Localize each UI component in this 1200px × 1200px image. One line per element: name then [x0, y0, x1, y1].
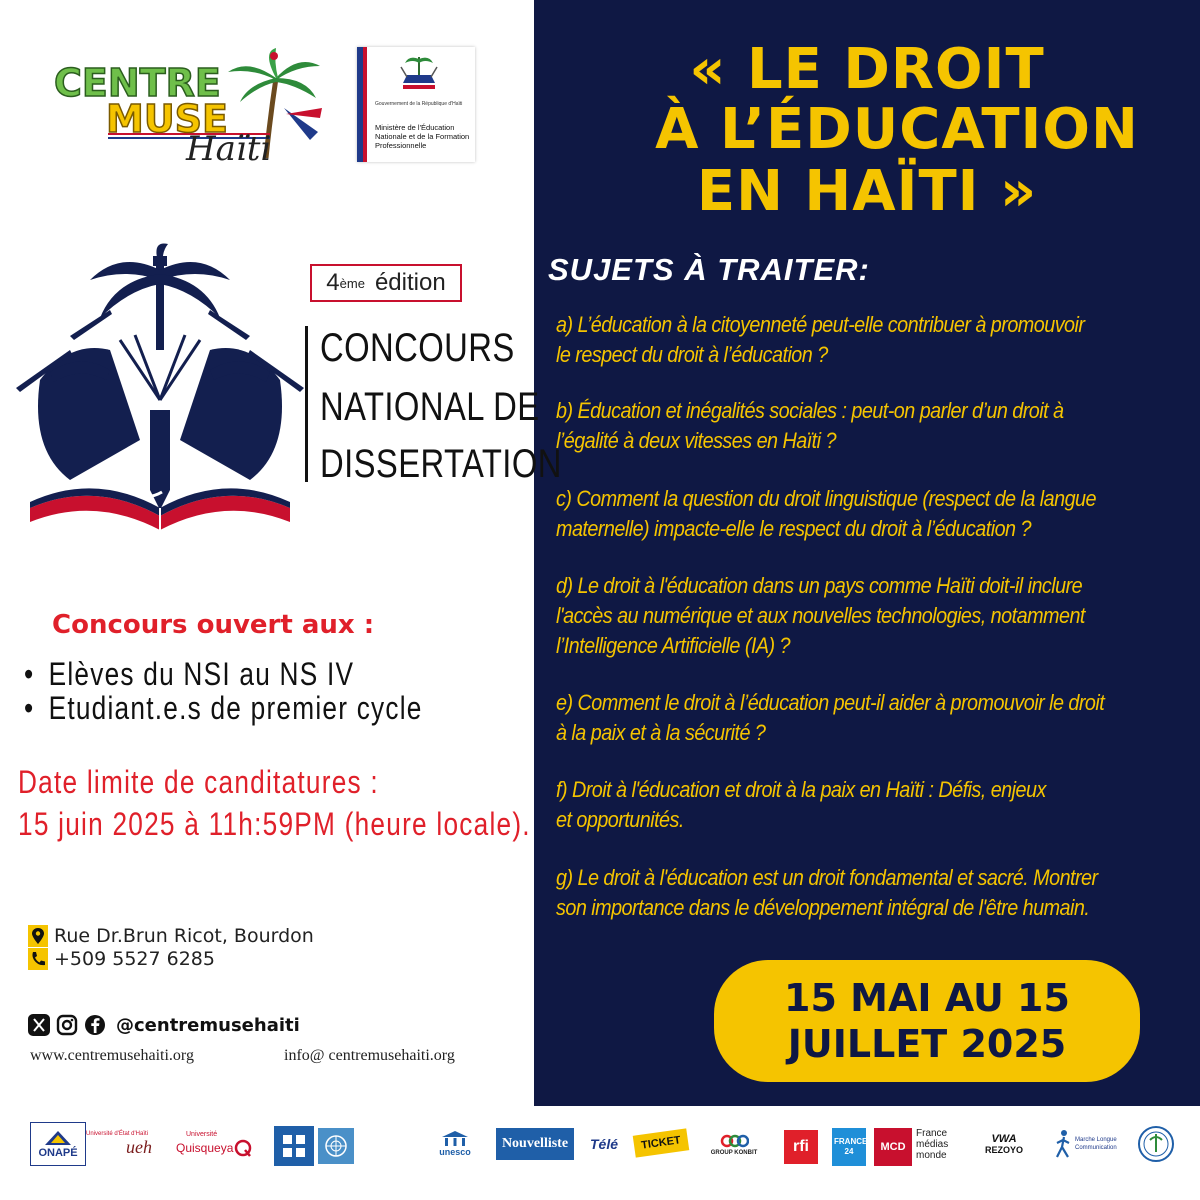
nouvelliste-logo — [496, 1128, 574, 1160]
onape-emblem-icon — [43, 1129, 73, 1147]
date-line-2: JUILLET 2025 — [787, 1022, 1067, 1066]
topic-f — [556, 775, 1186, 835]
title-line-2: À L’ÉDUCATION — [655, 97, 1139, 162]
rezoyo-text-2: REZOYO — [984, 1145, 1023, 1155]
facebook-icon[interactable] — [84, 1014, 106, 1036]
mcd-logo — [874, 1128, 912, 1166]
rezoyo-text-1: VWA — [991, 1133, 1017, 1145]
un-globe-icon — [322, 1132, 350, 1160]
phone-icon — [28, 948, 48, 970]
ueh-small-text: Université d'État d'Haïti — [86, 1130, 148, 1137]
topic-a — [556, 310, 1186, 370]
topic-g — [556, 863, 1186, 923]
edition-badge — [310, 264, 462, 302]
topic-f-line-2: et opportunités. — [556, 807, 684, 832]
location-pin-icon — [28, 925, 48, 947]
topic-d-line-3: l’Intelligence Artificielle (IA) ? — [556, 633, 791, 658]
instagram-icon[interactable] — [56, 1014, 78, 1036]
logo-text-muse: MUSE — [106, 97, 228, 141]
topic-b-line-2: l’égalité à deux vitesses en Haïti ? — [556, 428, 836, 453]
topic-c-line-1: c) Comment la question du droit linguistique (respect de la langue — [556, 486, 1096, 511]
concours-divider — [305, 326, 308, 482]
open-item — [24, 690, 423, 727]
phone-link[interactable]: +509 5527 6285 — [54, 948, 215, 970]
ministry-name-text: Ministère de l'Éducation Nationale et de la Formation Professionnelle — [375, 123, 470, 150]
concours-line-3: DISSERTATION — [320, 442, 562, 486]
deadline-line-2: 15 juin 2025 à 11h:59PM (heure locale). — [18, 806, 531, 842]
topic-a-line-2: le respect du droit à l’éducation ? — [556, 342, 828, 367]
concours-crest-emblem — [10, 240, 310, 540]
quisqueya-small-text: Université — [186, 1130, 218, 1138]
france24-text: FRANCE 24 — [834, 1137, 868, 1156]
quisqueya-logo — [166, 1122, 262, 1166]
sujets-heading: SUJETS À TRAITER: — [548, 252, 870, 287]
topic-g-line-1: g) Le droit à l'éducation est un droit fondamental et sacré. Montrer — [556, 865, 1098, 890]
open-item — [24, 656, 354, 693]
haiti-crest-icon — [397, 55, 441, 95]
tele-text: Télé — [589, 1136, 618, 1152]
deadline-line-1: Date limite de canditatures : — [18, 764, 379, 800]
konbit-icon — [719, 1132, 749, 1150]
topic-c — [556, 484, 1186, 544]
topic-f-line-1: f) Droit à l'éducation et droit à la paix en Haïti : Défis, enjeux — [556, 777, 1046, 802]
ticket-logo — [633, 1128, 690, 1157]
un-logo — [318, 1128, 354, 1164]
france24-logo — [832, 1128, 866, 1166]
quisqueya-text: Quisqueya — [176, 1140, 234, 1155]
topic-g-line-2: son importance dans le développement intégral de l'être humain. — [556, 895, 1090, 920]
topic-c-line-2: maternelle) impacte-elle le respect du droit à l’éducation ? — [556, 516, 1031, 541]
fmm-text-1: France — [916, 1127, 948, 1139]
onape-logo — [30, 1122, 86, 1166]
topic-d-line-2: l'accès au numérique et aux nouvelles technologies, notamment — [556, 603, 1085, 628]
fmm-logo — [916, 1122, 964, 1166]
ministry-logo — [357, 47, 475, 162]
date-pill — [714, 960, 1140, 1082]
contact-phone — [28, 948, 215, 970]
topic-b — [556, 396, 1186, 456]
open-item-text: Etudiant.e.s de premier cycle — [48, 690, 423, 726]
fmm-text-2: médias — [916, 1138, 949, 1150]
quisqueya-q-icon — [233, 1138, 253, 1158]
fmm-text-3: monde — [916, 1149, 947, 1161]
topic-d — [556, 571, 1186, 661]
seal-emblem-icon — [1136, 1124, 1176, 1164]
centremuse-logo — [48, 48, 328, 168]
open-heading: Concours ouvert aux : — [52, 610, 375, 640]
edition-word: édition — [374, 269, 446, 296]
onape-text: ONAPÉ — [38, 1147, 78, 1159]
ueh-text: ueh — [126, 1136, 152, 1157]
undp-icon — [279, 1131, 309, 1161]
topic-d-line-1: d) Le droit à l'éducation dans un pays comme Haïti doit-il inclure — [556, 573, 1083, 598]
date-line-1: 15 MAI AU 15 — [784, 976, 1070, 1020]
unesco-temple-icon — [440, 1131, 470, 1147]
unesco-logo — [432, 1122, 478, 1166]
ueh-logo — [86, 1122, 160, 1166]
topic-e-line-2: à la paix et à la sécurité ? — [556, 720, 766, 745]
tele-logo — [584, 1122, 624, 1166]
concours-line-2: NATIONAL DE — [320, 385, 540, 429]
ministry-gov-text: Gouvernement de la République d'Haïti — [375, 101, 463, 107]
konbit-text: GROUP KONBIT — [710, 1150, 758, 1156]
marche-longue-text: Marche Longue Communication — [1075, 1137, 1117, 1151]
bullet-icon: • — [24, 690, 35, 726]
rfi-logo — [784, 1130, 818, 1164]
social-handle[interactable]: @centremusehaiti — [116, 1014, 300, 1036]
title-line-1: « LE DROIT — [689, 37, 1045, 102]
title-line-3: EN HAÏTI » — [696, 159, 1038, 224]
seal-logo — [1136, 1124, 1176, 1164]
rfi-text: rfi — [793, 1138, 809, 1155]
ministry-stripe-red — [363, 47, 367, 162]
contact-address — [28, 925, 314, 947]
marche-longue-logo — [1052, 1122, 1124, 1166]
mcd-text: MCD — [880, 1141, 906, 1153]
social-row — [28, 1014, 300, 1036]
topic-e-line-1: e) Comment le droit à l’éducation peut-il aider à promouvoir le droit — [556, 690, 1105, 715]
walking-person-icon — [1053, 1129, 1075, 1159]
bullet-icon: • — [24, 656, 35, 692]
unesco-text: unesco — [439, 1147, 471, 1157]
rezoyo-logo — [976, 1122, 1032, 1166]
konbit-logo — [706, 1122, 762, 1166]
nouvelliste-text: Nouvelliste — [501, 1136, 569, 1151]
edition-suffix: ème — [339, 275, 365, 291]
ticket-text: TICKET — [640, 1134, 682, 1152]
concours-line-1: CONCOURS — [320, 326, 515, 370]
x-twitter-icon[interactable] — [28, 1014, 50, 1036]
logo-text-haiti: Haïti — [186, 129, 272, 168]
website-link[interactable]: www.centremusehaiti.org — [30, 1047, 194, 1064]
edition-number: 4 — [326, 269, 340, 296]
email-link[interactable]: info@ centremusehaiti.org — [284, 1047, 455, 1064]
topic-b-line-1: b) Éducation et inégalités sociales : peut-on parler d’un droit à — [556, 398, 1064, 423]
logo-text-centre: CENTRE — [54, 61, 221, 105]
undp-logo — [274, 1126, 314, 1166]
address-text: Rue Dr.Brun Ricot, Bourdon — [54, 925, 314, 947]
topic-e — [556, 688, 1186, 748]
open-item-text: Elèves du NSI au NS IV — [48, 656, 355, 692]
topic-a-line-1: a) L’éducation à la citoyenneté peut-elle contribuer à promouvoir — [556, 312, 1085, 337]
